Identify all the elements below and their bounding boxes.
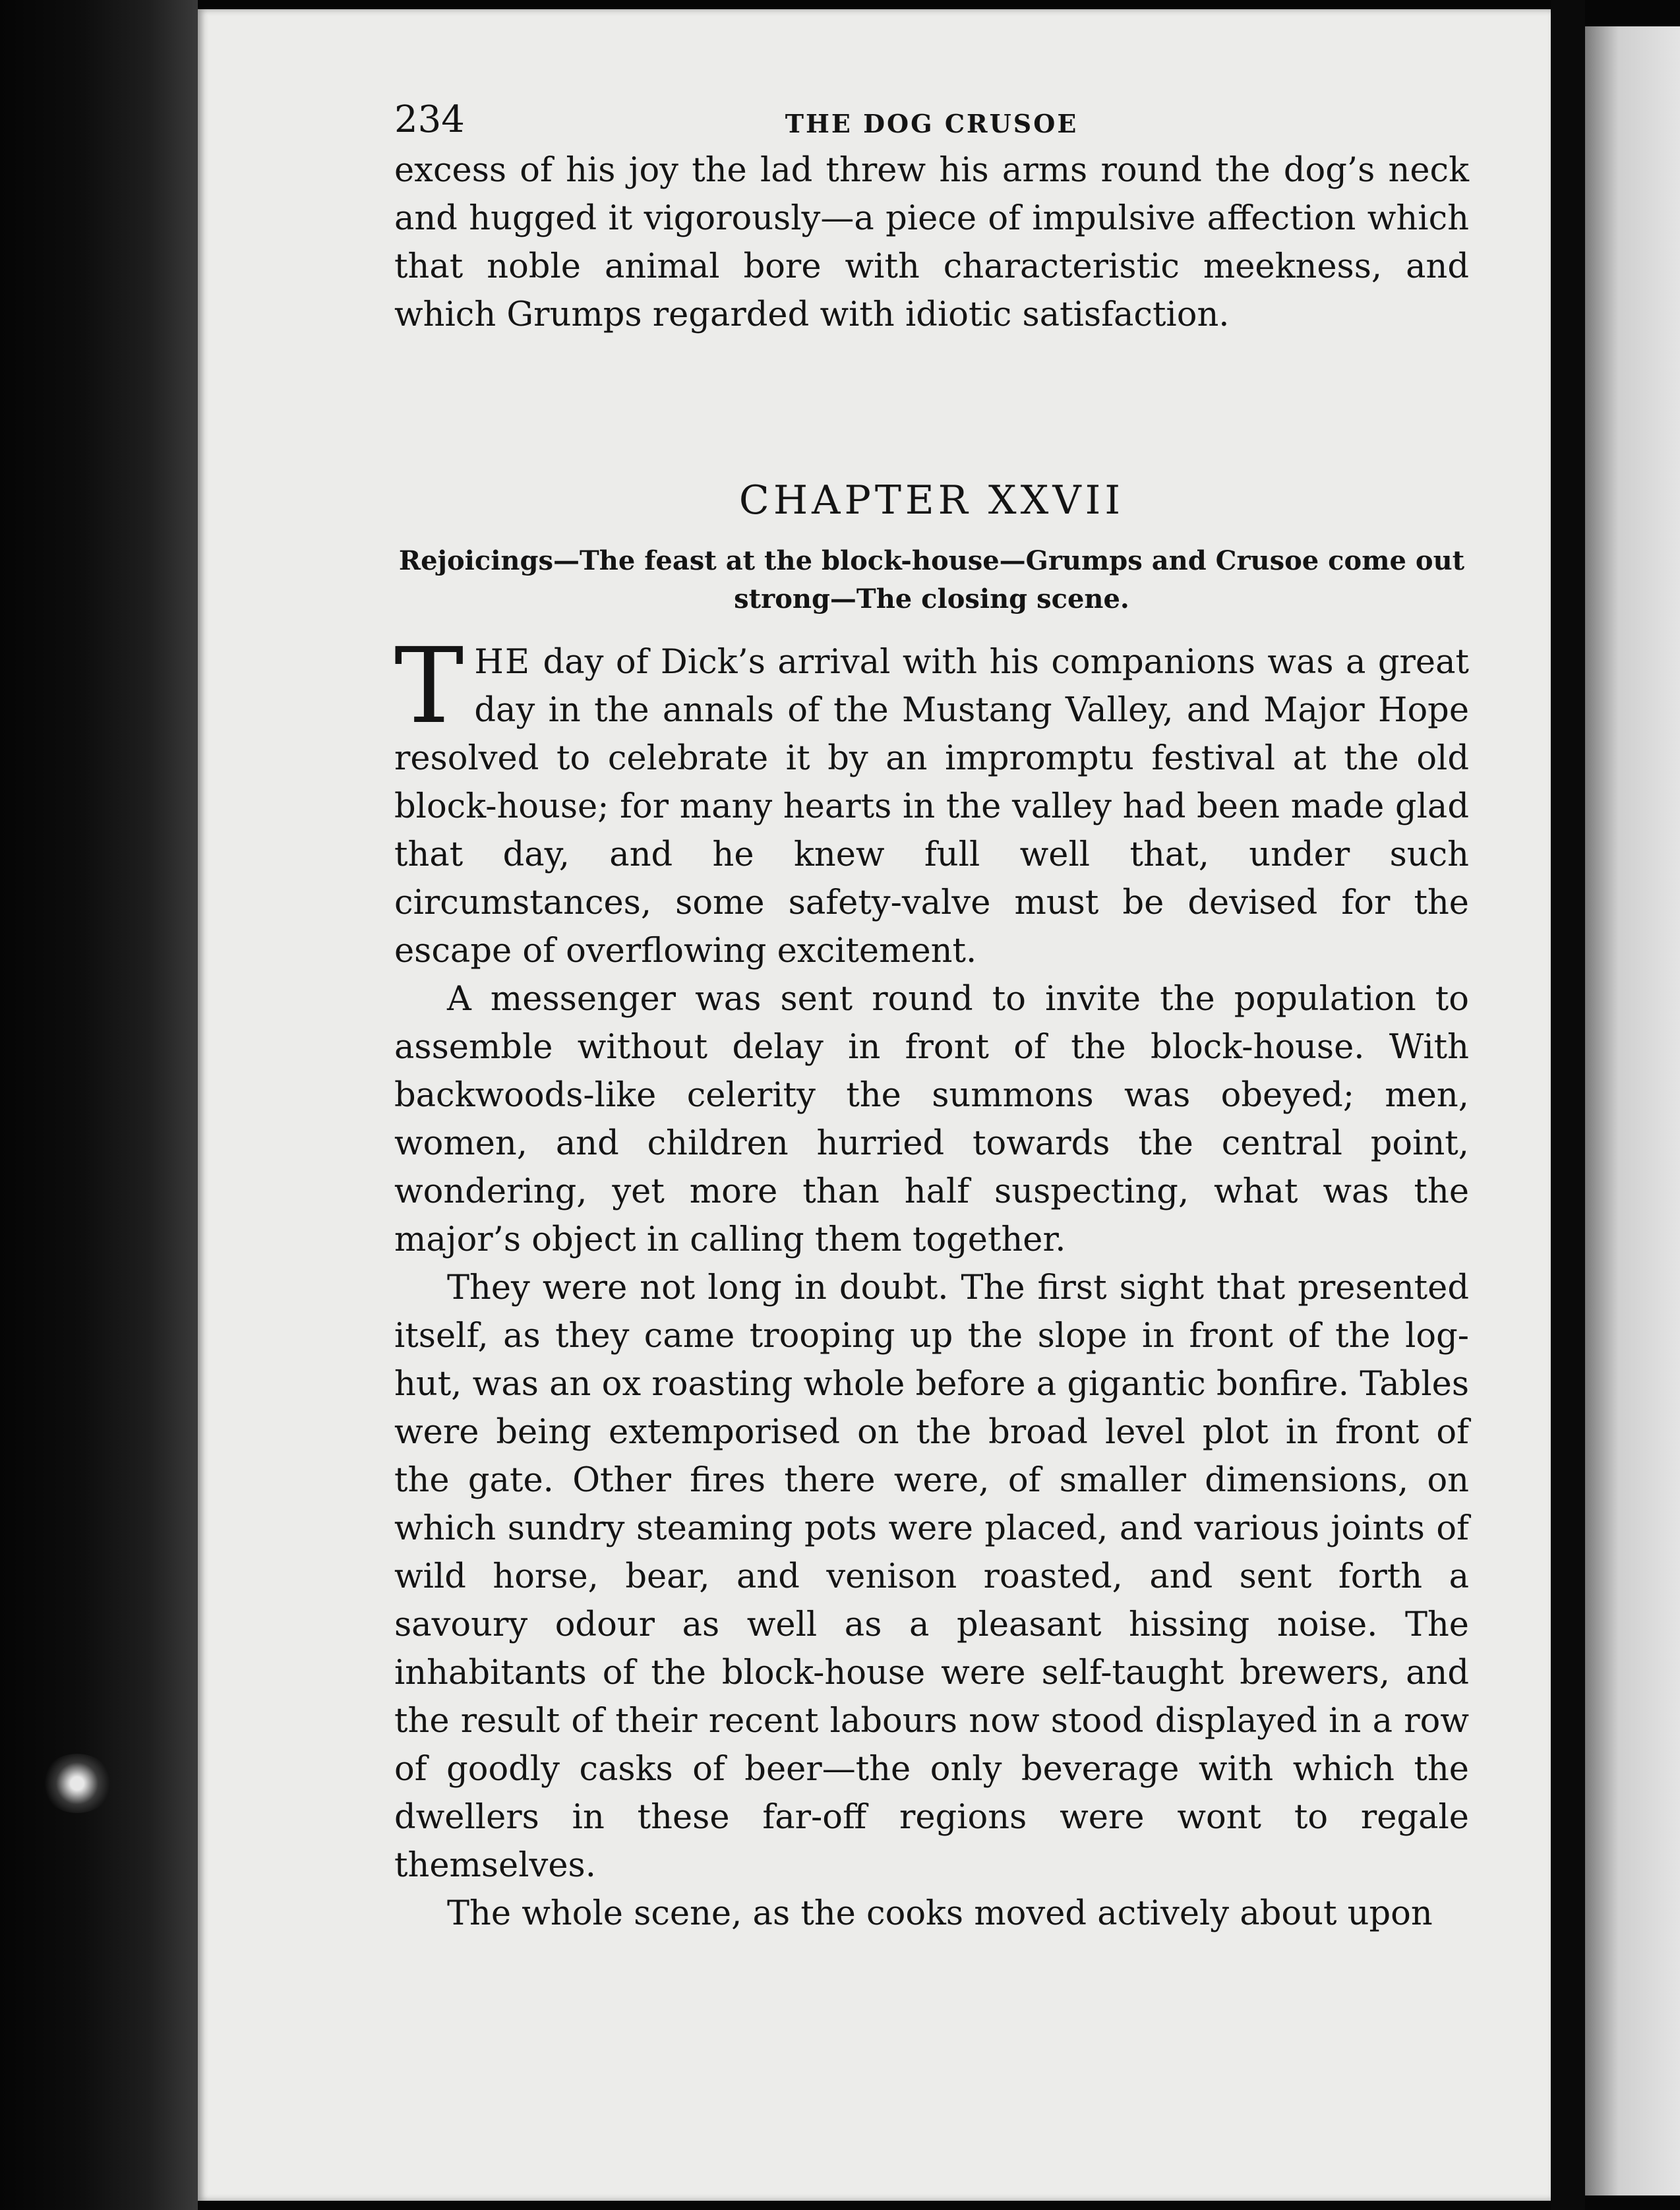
drop-cap: T	[394, 626, 464, 747]
chapter-title: CHAPTER XXVII	[738, 477, 1125, 523]
chapter-summary: Rejoicings—The feast at the block-house—Grumps and Crusoe come out strong—The closing scene.	[398, 545, 1465, 614]
scan-left-margin	[0, 0, 198, 2210]
running-head	[394, 94, 1469, 146]
scan-dust-speck	[41, 1754, 113, 1813]
continuation-paragraph: excess of his joy the lad threw his arms round the dog’s neck and hugged it vigorously—a piece of impulsive affection which that noble animal bore with characteristic meekness, and which Grumps regarded with idiotic satisfaction.	[394, 151, 1469, 334]
paragraph-1	[394, 626, 1469, 975]
paragraph-1-text: day of Dick’s arrival with his companions was a great day in the annals of the Mustang Valley, and Major Hope resolved to celebrate it by an impromptu festival at the old block-house; for many hearts in the valley had been made glad that day, and he knew full well that, under such circumstances, some safety-valve must be devised for the escape of overflowing excitement.	[394, 643, 1469, 971]
facing-page-edge	[1585, 26, 1680, 2195]
page-number: 234	[394, 98, 465, 141]
paragraph-3: They were not long in doubt. The first sight that presented itself, as they came trooping up the slope in front of the log-hut, was an ox roasting whole before a gigantic bonfire. Tables were being extemporised on the broad level plot in front of the gate. Other fires there were, of smaller dimensions, on which sundry steaming pots were placed, and various joints of wild horse, bear, and venison roasted, and sent forth a savoury odour as well as a pleasant hissing noise. The inhabitants of the block-house were self-taught brewers, and the result of their recent labours now stood displayed in a row of goodly casks of beer—the only beverage with which the dwellers in these far-off regions were wont to regale themselves.	[394, 1269, 1469, 1885]
first-word-rest: HE	[474, 643, 531, 682]
running-title: THE DOG CRUSOE	[785, 109, 1079, 138]
paragraph-2: A messenger was sent round to invite the population to assemble without delay in front of the block-house. With backwoods-like celerity the summons was obeyed; men, women, and children hurried towards the central point, wondering, yet more than half suspecting, what was the major’s object in calling them together.	[394, 980, 1469, 1259]
scan-gutter	[1551, 0, 1585, 2210]
page-text	[394, 94, 1469, 1938]
section-break	[394, 339, 1469, 471]
paragraph-4: The whole scene, as the cooks moved actively about upon	[447, 1894, 1433, 1933]
